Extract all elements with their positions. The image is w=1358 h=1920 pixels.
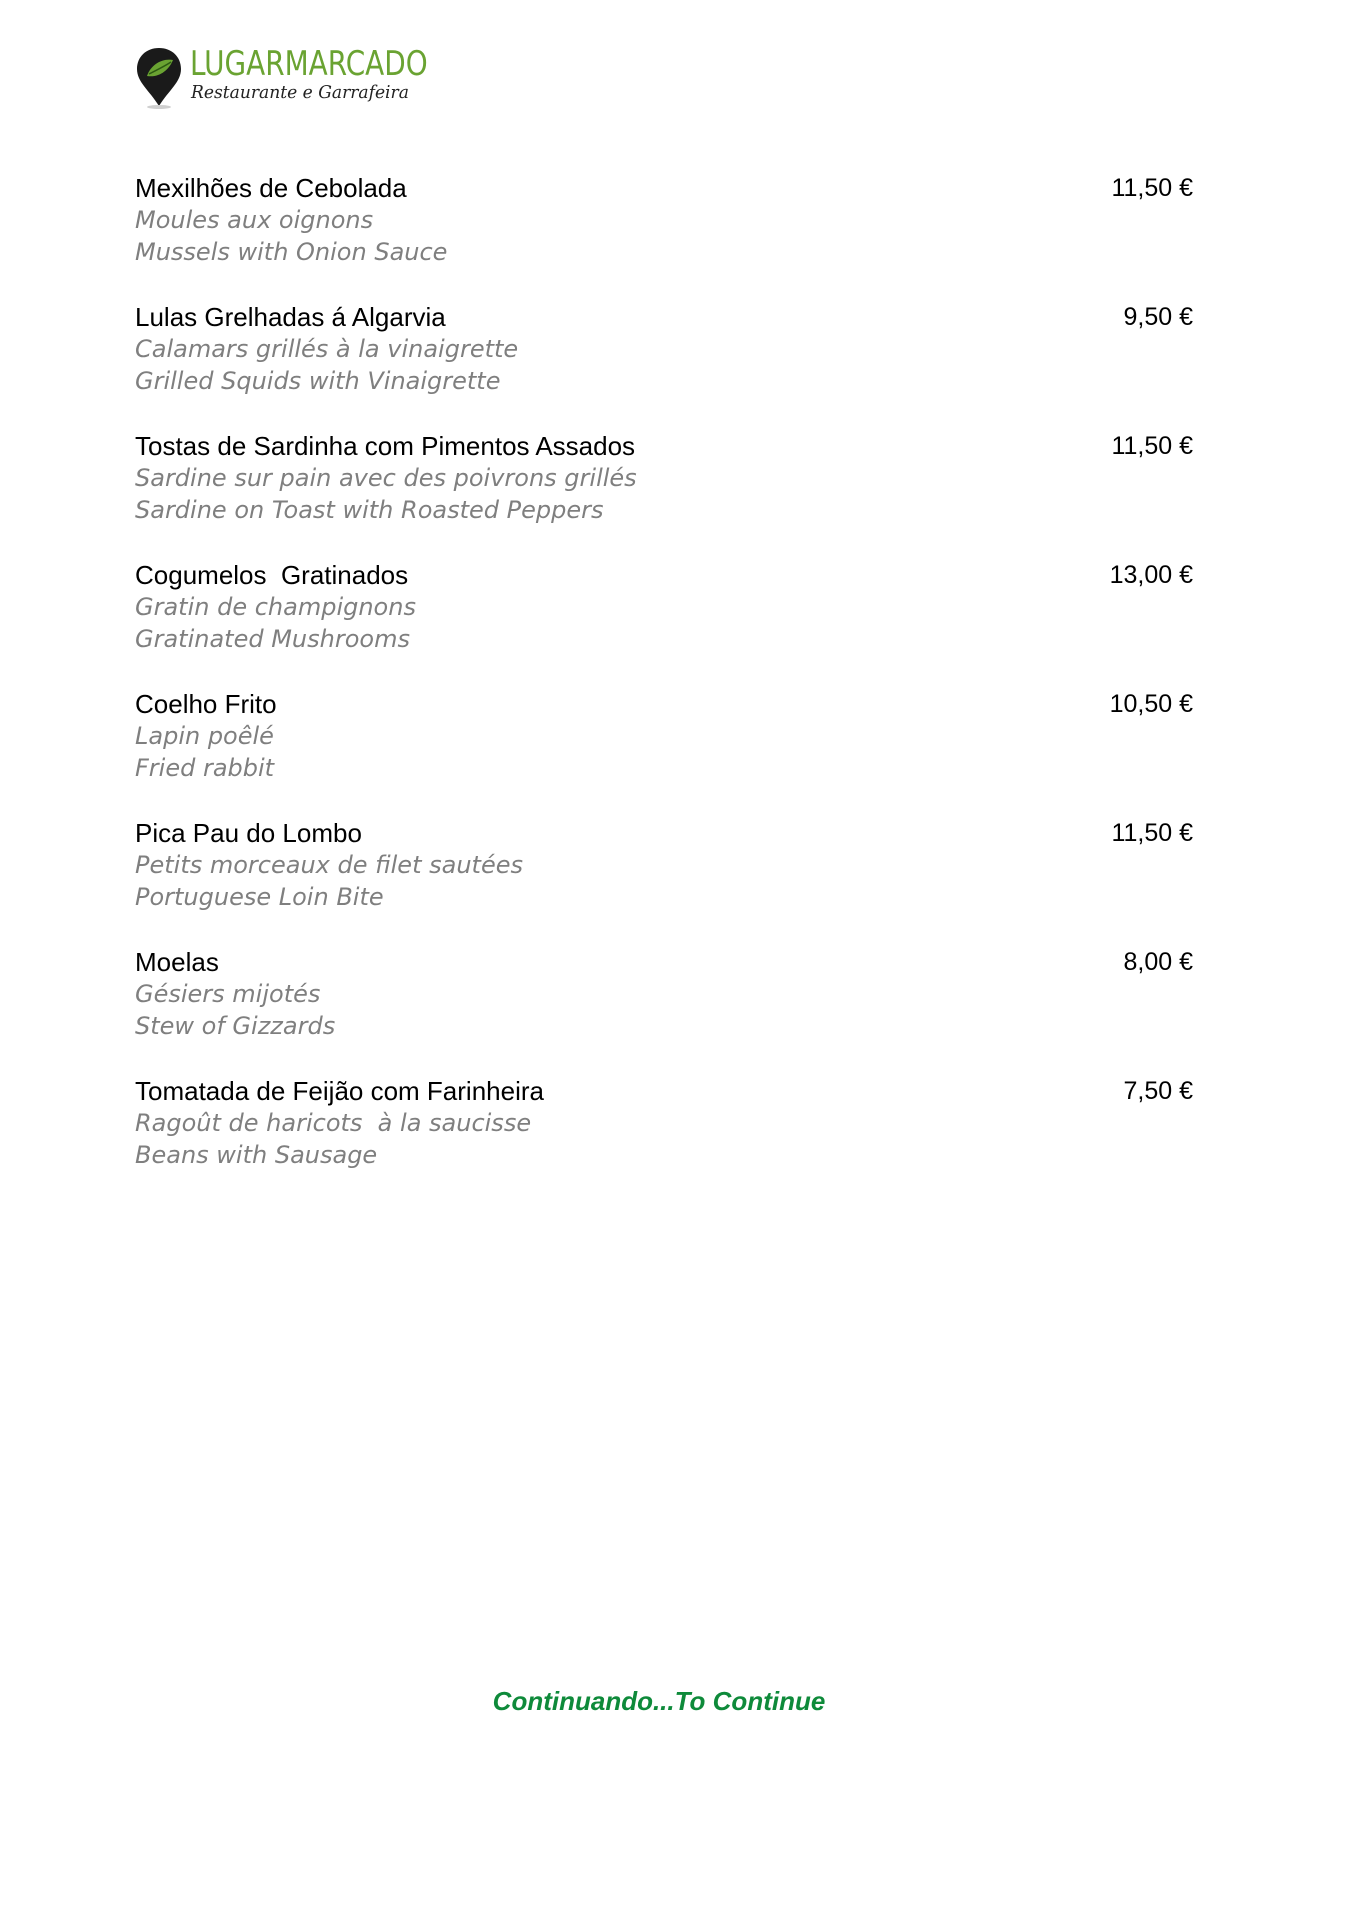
- restaurant-logo: [135, 46, 435, 116]
- location-pin-icon: [135, 46, 183, 110]
- menu-item: [135, 430, 1193, 559]
- dish-english: Beans with Sausage: [135, 1141, 378, 1169]
- dish-french: Lapin poêlé: [135, 722, 274, 750]
- dish-name: Tomatada de Feijão com Farinheira: [135, 1076, 544, 1106]
- menu-list: [135, 172, 1193, 1204]
- menu-item: [135, 301, 1193, 430]
- dish-english: Portuguese Loin Bite: [135, 883, 384, 911]
- menu-item: [135, 1075, 1193, 1204]
- dish-name: Cogumelos Gratinados: [135, 560, 409, 590]
- dish-french: Calamars grillés à la vinaigrette: [135, 335, 519, 363]
- dish-price: 10,50 €: [1109, 690, 1193, 718]
- dish-name: Lulas Grelhadas á Algarvia: [135, 302, 446, 332]
- dish-price: 11,50 €: [1111, 432, 1193, 460]
- dish-english: Sardine on Toast with Roasted Peppers: [135, 496, 604, 524]
- dish-english: Mussels with Onion Sauce: [135, 238, 448, 266]
- logo-brand-name: LUGARMARCADO: [190, 44, 428, 84]
- continue-note: Continuando...To Continue: [492, 1686, 826, 1716]
- dish-french: Moules aux oignons: [135, 206, 374, 234]
- dish-french: Petits morceaux de filet sautées: [135, 851, 523, 879]
- dish-price: 8,00 €: [1123, 948, 1193, 976]
- dish-price: 9,50 €: [1123, 303, 1193, 331]
- dish-price: 13,00 €: [1109, 561, 1193, 589]
- dish-name: Pica Pau do Lombo: [135, 818, 362, 848]
- dish-english: Gratinated Mushrooms: [135, 625, 410, 653]
- dish-english: Grilled Squids with Vinaigrette: [135, 367, 501, 395]
- logo-tagline: Restaurante e Garrafeira: [191, 82, 409, 103]
- dish-name: Tostas de Sardinha com Pimentos Assados: [135, 431, 636, 461]
- dish-french: Sardine sur pain avec des poivrons grillés: [135, 464, 637, 492]
- menu-item: [135, 688, 1193, 817]
- dish-english: Fried rabbit: [135, 754, 275, 782]
- dish-french: Ragoût de haricots à la saucisse: [135, 1109, 532, 1137]
- dish-name: Moelas: [135, 947, 219, 977]
- dish-french: Gratin de champignons: [135, 593, 416, 621]
- dish-name: Coelho Frito: [135, 689, 277, 719]
- dish-english: Stew of Gizzards: [135, 1012, 336, 1040]
- menu-item: [135, 172, 1193, 301]
- dish-name: Mexilhões de Cebolada: [135, 173, 407, 203]
- menu-item: [135, 946, 1193, 1075]
- dish-french: Gésiers mijotés: [135, 980, 321, 1008]
- menu-item: [135, 559, 1193, 688]
- dish-price: 7,50 €: [1123, 1077, 1193, 1105]
- dish-price: 11,50 €: [1111, 174, 1193, 202]
- dish-price: 11,50 €: [1111, 819, 1193, 847]
- menu-item: [135, 817, 1193, 946]
